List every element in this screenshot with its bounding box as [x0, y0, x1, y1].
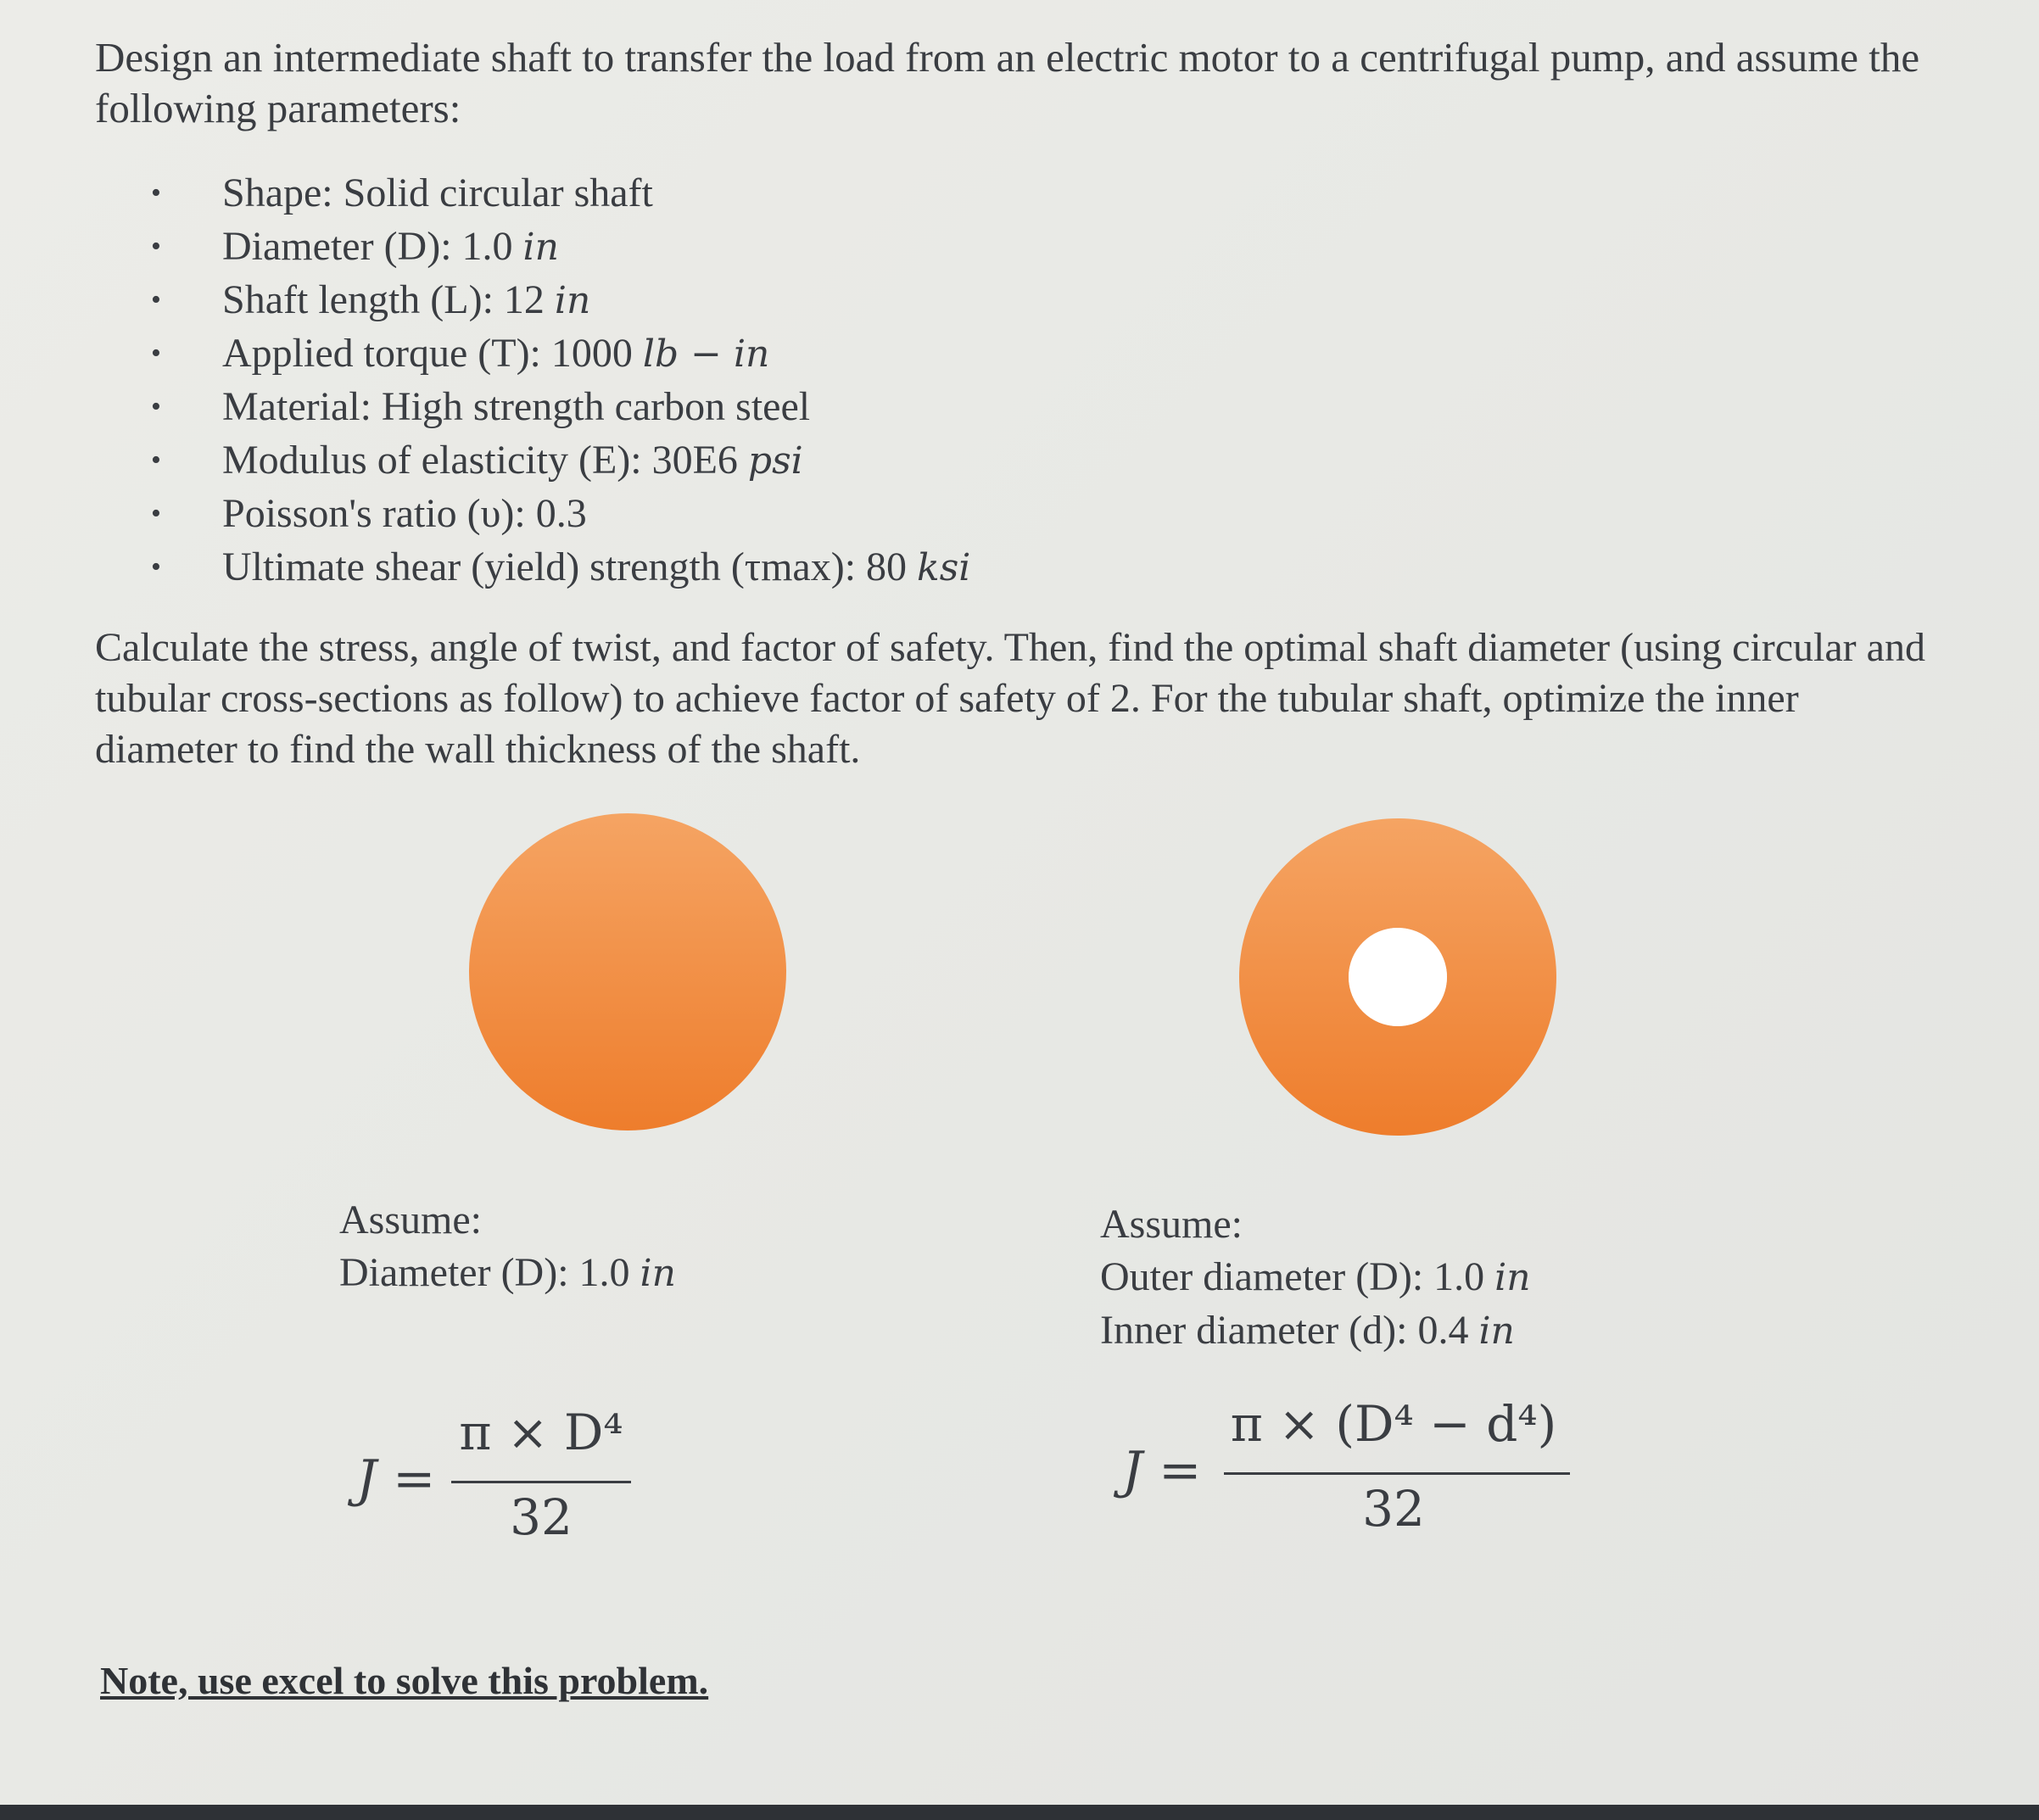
task-paragraph: Calculate the stress, angle of twist, and factor of safety. Then, find the optimal shaft diameter (using circular and tubular cross-sections as follow) to achieve factor of safety of 2. For the tubular shaft, optimize the inner diameter to find the wall thickness of the shaft.: [95, 625, 1925, 772]
tubular-polar-moment-formula: [1115, 1395, 1573, 1548]
assume-line: Diameter (D): 1.0 in: [339, 1250, 676, 1295]
parameter-item: • Ultimate shear (yield) strength (τmax): 80 ksi: [151, 540, 970, 594]
formula-denominator: 32: [510, 1488, 573, 1546]
formula-lhs: J =: [1122, 1441, 1202, 1500]
parameter-item: • Applied torque (T): 1000 lb − in: [151, 327, 970, 380]
parameter-item: • Shape: Solid circular shaft: [151, 166, 970, 220]
parameter-item: • Shaft length (L): 12 in: [151, 273, 970, 327]
fraction-bar: [1224, 1472, 1570, 1475]
formula-lhs: J =: [356, 1449, 436, 1509]
fraction-bar: [451, 1481, 631, 1483]
bullet-icon: •: [151, 231, 161, 262]
tubular-assume-block: [1100, 1198, 1531, 1358]
formula-denominator: 32: [1362, 1480, 1425, 1538]
solid-shaft-cross-section: [468, 812, 787, 1131]
solid-assume-block: [339, 1194, 676, 1300]
bullet-icon: •: [151, 338, 161, 369]
intro-paragraph: Design an intermediate shaft to transfer the load from an electric motor to a centrifugal pump, and assume the following parameters:: [95, 34, 1920, 131]
bullet-icon: •: [151, 284, 161, 315]
solid-circle: [469, 813, 786, 1131]
parameter-list: [151, 166, 970, 594]
assume-line: Inner diameter (d): 0.4 in: [1100, 1308, 1515, 1353]
formula-numerator: π × (D⁴ − d⁴): [1230, 1395, 1557, 1453]
parameter-item: • Modulus of elasticity (E): 30E6 psi: [151, 433, 970, 487]
parameter-item: • Material: High strength carbon steel: [151, 380, 970, 433]
screen-bottom-edge: [0, 1805, 2039, 1820]
solid-polar-moment-formula: [348, 1404, 636, 1556]
bullet-icon: •: [151, 551, 161, 583]
formula-numerator: π × D⁴: [459, 1404, 623, 1461]
bullet-icon: •: [151, 498, 161, 529]
parameter-item: • Poisson's ratio (υ): 0.3: [151, 487, 970, 540]
assume-line: Outer diameter (D): 1.0 in: [1100, 1254, 1531, 1299]
parameter-item: • Diameter (D): 1.0 in: [151, 220, 970, 273]
tubular-shaft-cross-section: [1238, 818, 1557, 1136]
assume-heading: Assume:: [1100, 1202, 1243, 1247]
tube-hole: [1349, 928, 1447, 1026]
excel-note: Note, use excel to solve this problem.: [100, 1659, 709, 1702]
assume-heading: Assume:: [339, 1198, 482, 1242]
bullet-icon: •: [151, 177, 161, 209]
bullet-icon: •: [151, 391, 161, 422]
bullet-icon: •: [151, 444, 161, 476]
